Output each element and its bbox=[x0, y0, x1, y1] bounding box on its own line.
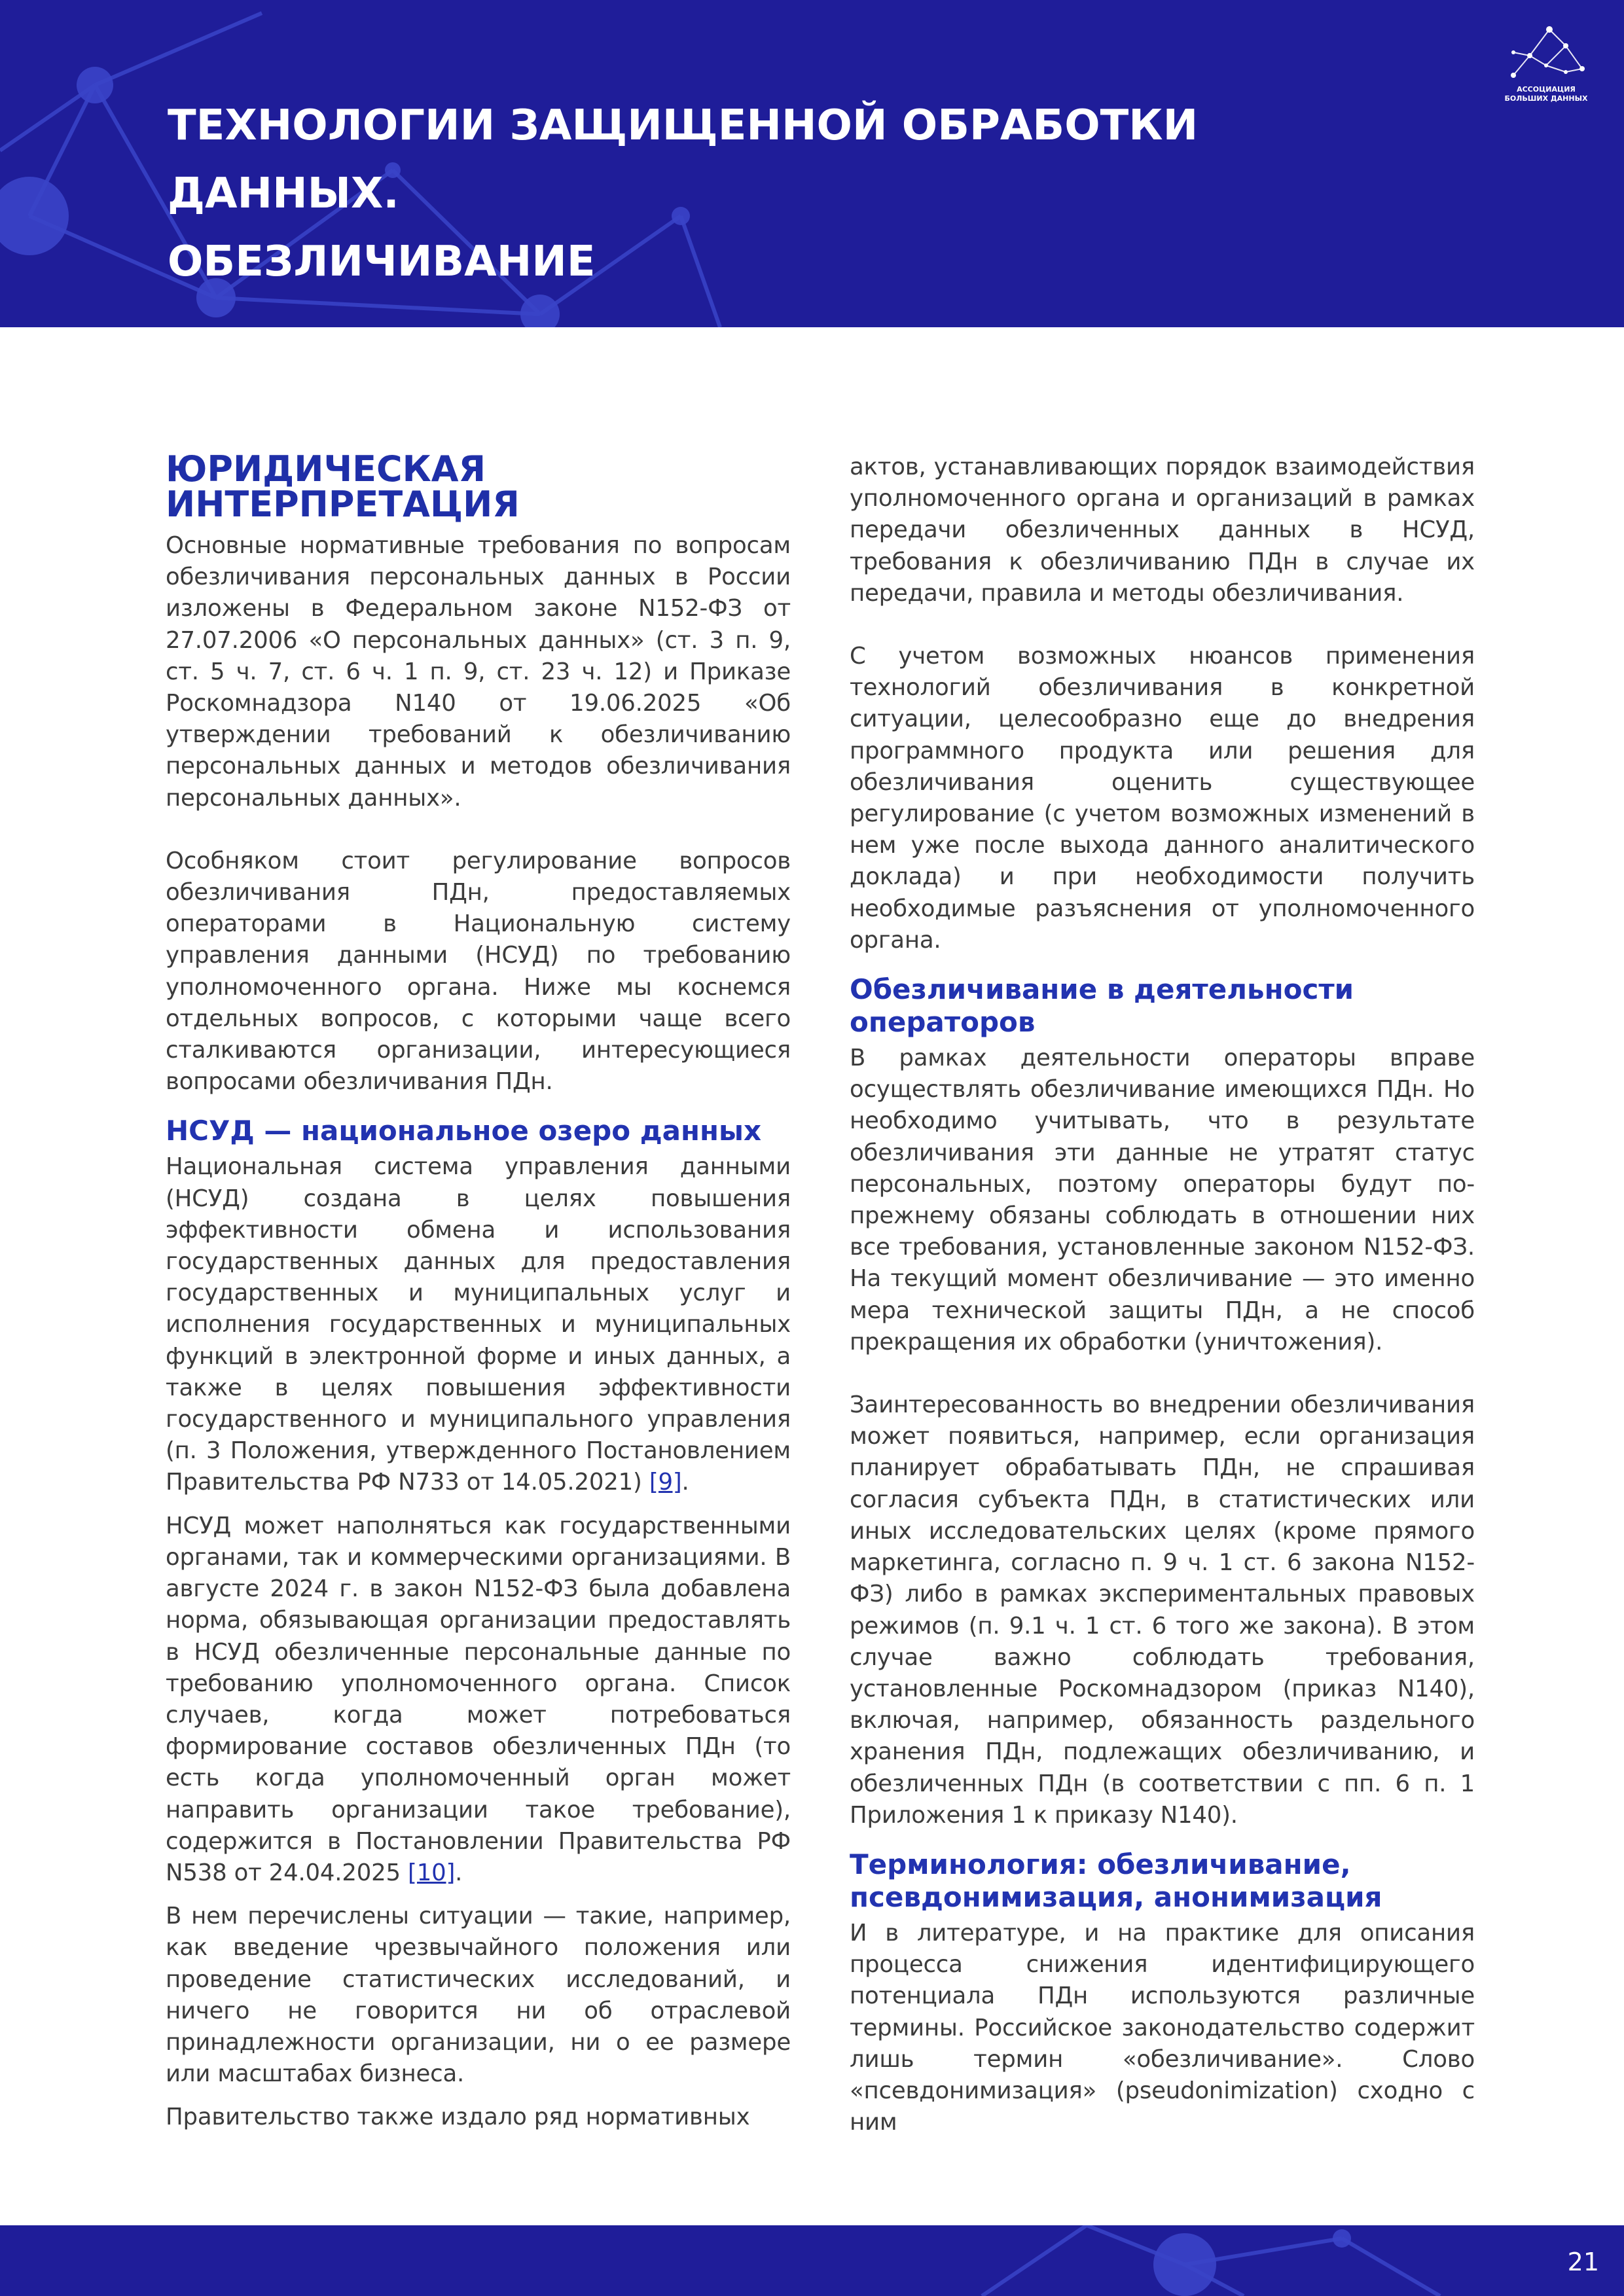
paragraph-with-reference: Национальная система управления данными (НСУД) создана в целях повышения эффективности обмена и использования государственных данных для предоставления государственных и муниципальных услуг и исполнения государственных и муниципальных функций в электронной форме и иных данных, а также в целях повышения эффективности государственного и муниципального управления (п. 3 Положения, утвержденного Постановлением Правительства РФ N733 от 14.05.2021) [9]. bbox=[166, 1153, 791, 1496]
subheading-line-1: Обезличивание в деятельности bbox=[850, 973, 1354, 1006]
subheading-terminology bbox=[850, 1848, 1475, 1914]
constellation-logo-icon bbox=[1494, 20, 1598, 85]
paragraph: Особняком стоит регулирование вопросов обезличивания ПДн, предоставляемых операторами в Национальную систему управления данными (НСУД) по требованию уполномоченного органа. Ниже мы коснемся отдельных вопросов, с которыми чаще всего сталкиваются организации, интересующиеся вопросами обезличивания ПДн. bbox=[166, 847, 791, 1096]
logo-text-line-1: АССОЦИАЦИЯ bbox=[1517, 85, 1576, 94]
section-heading-line-1: ЮРИДИЧЕСКАЯ bbox=[166, 448, 486, 490]
network-decoration bbox=[0, 2225, 1624, 2296]
reference-link-9[interactable]: [9] bbox=[649, 1469, 682, 1496]
subheading-nsud: НСУД — национальное озеро данных bbox=[166, 1115, 762, 1147]
subheading-operators bbox=[850, 973, 1475, 1039]
subheading-line-2: псевдонимизация, анонимизация bbox=[850, 1880, 1382, 1913]
page-title-line-1: ТЕХНОЛОГИИ ЗАЩИЩЕННОЙ ОБРАБОТКИ ДАННЫХ. bbox=[168, 101, 1199, 218]
paragraph-text: Национальная система управления данными (НСУД) создана в целях повышения эффективности обмена и использования государственных данных для предоставления государственных и муниципальных услуг и исполнения государственных и муниципальных функций в электронной форме и иных данных, а также в целях повышения эффективности государственного и муниципального управления (п. 3 Положения, утвержденного Постановлением Правительства РФ N733 от 14.05.2021) bbox=[166, 1153, 791, 1496]
logo-text-line-2: БОЛЬШИХ ДАННЫХ bbox=[1504, 94, 1588, 103]
page-title-line-2: ОБЕЗЛИЧИВАНИЕ bbox=[168, 238, 596, 286]
paragraph: И в литературе, и на практике для описания процесса снижения идентифицирующего потенциала ПДн используются различные термины. Российское законодательство содержит лишь термин «обезличивание». Слово «псевдонимизация» (pseudonimization) сходно с ним bbox=[850, 1919, 1475, 2136]
subheading-line-1: Терминология: обезличивание, bbox=[850, 1848, 1351, 1880]
page-number: 21 bbox=[1567, 2248, 1599, 2276]
paragraph: Правительство также издало ряд нормативных bbox=[166, 2104, 750, 2131]
section-heading bbox=[166, 448, 791, 525]
paragraph-text: НСУД может наполняться как государственными органами, так и коммерческими организациями. В августе 2024 г. в закон N152-ФЗ была добавлена норма, обязывающая организации предоставлять в НСУД обезличенные персональные данные по требованию уполномоченного органа. Список случаев, когда может потребоваться формирование составов обезличенных ПДн (то есть когда уполномоченный орган может направить организации такое требование), содержится в Постановлении Правительства РФ N538 от 24.04.2025 bbox=[166, 1512, 791, 1886]
logo-text bbox=[1494, 85, 1598, 103]
paragraph: В нем перечислены ситуации — такие, например, как введение чрезвычайного положения или проведение статистических исследований, и ничего не говорится ни об отраслевой принадлежности организации, ни о ее размере или масштабах бизнеса. bbox=[166, 1903, 791, 2088]
subheading-line-2: операторов bbox=[850, 1006, 1036, 1039]
left-column bbox=[166, 448, 791, 2134]
paragraph: актов, устанавливающих порядок взаимодействия уполномоченного органа и организаций в рамках передачи обезличенных данных в НСУД, требования к обезличиванию ПДн в случае их передачи, правила и методы обезличивания. bbox=[850, 454, 1475, 607]
section-heading-line-2: ИНТЕРПРЕТАЦИЯ bbox=[166, 484, 520, 525]
page-footer bbox=[0, 2225, 1624, 2296]
reference-link-10[interactable]: [10] bbox=[408, 1859, 456, 1886]
association-logo bbox=[1494, 20, 1598, 111]
paragraph: Заинтересованность во внедрении обезличивания может появиться, например, если организация планирует обрабатывать ПДн, не спрашивая согласия субъекта ПДн, в статистических или иных исследовательских целях (кроме прямого маркетинга, согласно п. 9 ч. 1 ст. 6 закона N152-ФЗ) либо в рамках экспериментальных правовых режимов (п. 9.1 ч. 1 ст. 6 того же закона). В этом случае важно соблюдать требования, установленные Роскомнадзором (приказ N140), включая, например, обязанность раздельного хранения ПДн, подлежащих обезличиванию, и обезличенных ПДн (в соответствии с пп. 6 п. 1 Приложения 1 к приказу N140). bbox=[850, 1391, 1475, 1829]
page-title bbox=[168, 92, 1444, 296]
paragraph: В рамках деятельности операторы вправе осуществлять обезличивание имеющихся ПДн. Но необходимо учитывать, что в результате обезличивания эти данные не утратят статус персональных, поэтому операторы будут по-прежнему обязаны соблюдать в отношении них все требования, установленные законом N152-ФЗ. На текущий момент обезличивание — это именно мера технической защиты ПДн, а не способ прекращения их обработки (уничтожения). bbox=[850, 1045, 1475, 1355]
paragraph: С учетом возможных нюансов применения технологий обезличивания в конкретной ситуации, целесообразно еще до внедрения программного продукта или решения для обезличивания оценить существующее регулирование (с учетом возможных изменений в нем уже после выхода данного аналитического доклада) и при необходимости получить необходимые разъяснения от уполномоченного органа. bbox=[850, 643, 1475, 954]
page-header bbox=[0, 0, 1624, 327]
paragraph: Основные нормативные требования по вопросам обезличивания персональных данных в России изложены в Федеральном законе N152-ФЗ от 27.07.2006 «О персональных данных» (ст. 3 п. 9, ст. 5 ч. 7, ст. 6 ч. 1 п. 9, ст. 23 ч. 12) и Приказе Роскомнадзора N140 от 19.06.2025 «Об утверждении требований к обезличиванию персональных данных и методов обезличивания персональных данных». bbox=[166, 532, 791, 812]
paragraph-with-reference: НСУД может наполняться как государственными органами, так и коммерческими организациями. В августе 2024 г. в закон N152-ФЗ была добавлена норма, обязывающая организации предоставлять в НСУД обезличенные персональные данные по требованию уполномоченного органа. Список случаев, когда может потребоваться формирование составов обезличенных ПДн (то есть когда уполномоченный орган может направить организации такое требование), содержится в Постановлении Правительства РФ N538 от 24.04.2025 [10]. bbox=[166, 1512, 791, 1886]
right-column bbox=[850, 452, 1475, 2138]
